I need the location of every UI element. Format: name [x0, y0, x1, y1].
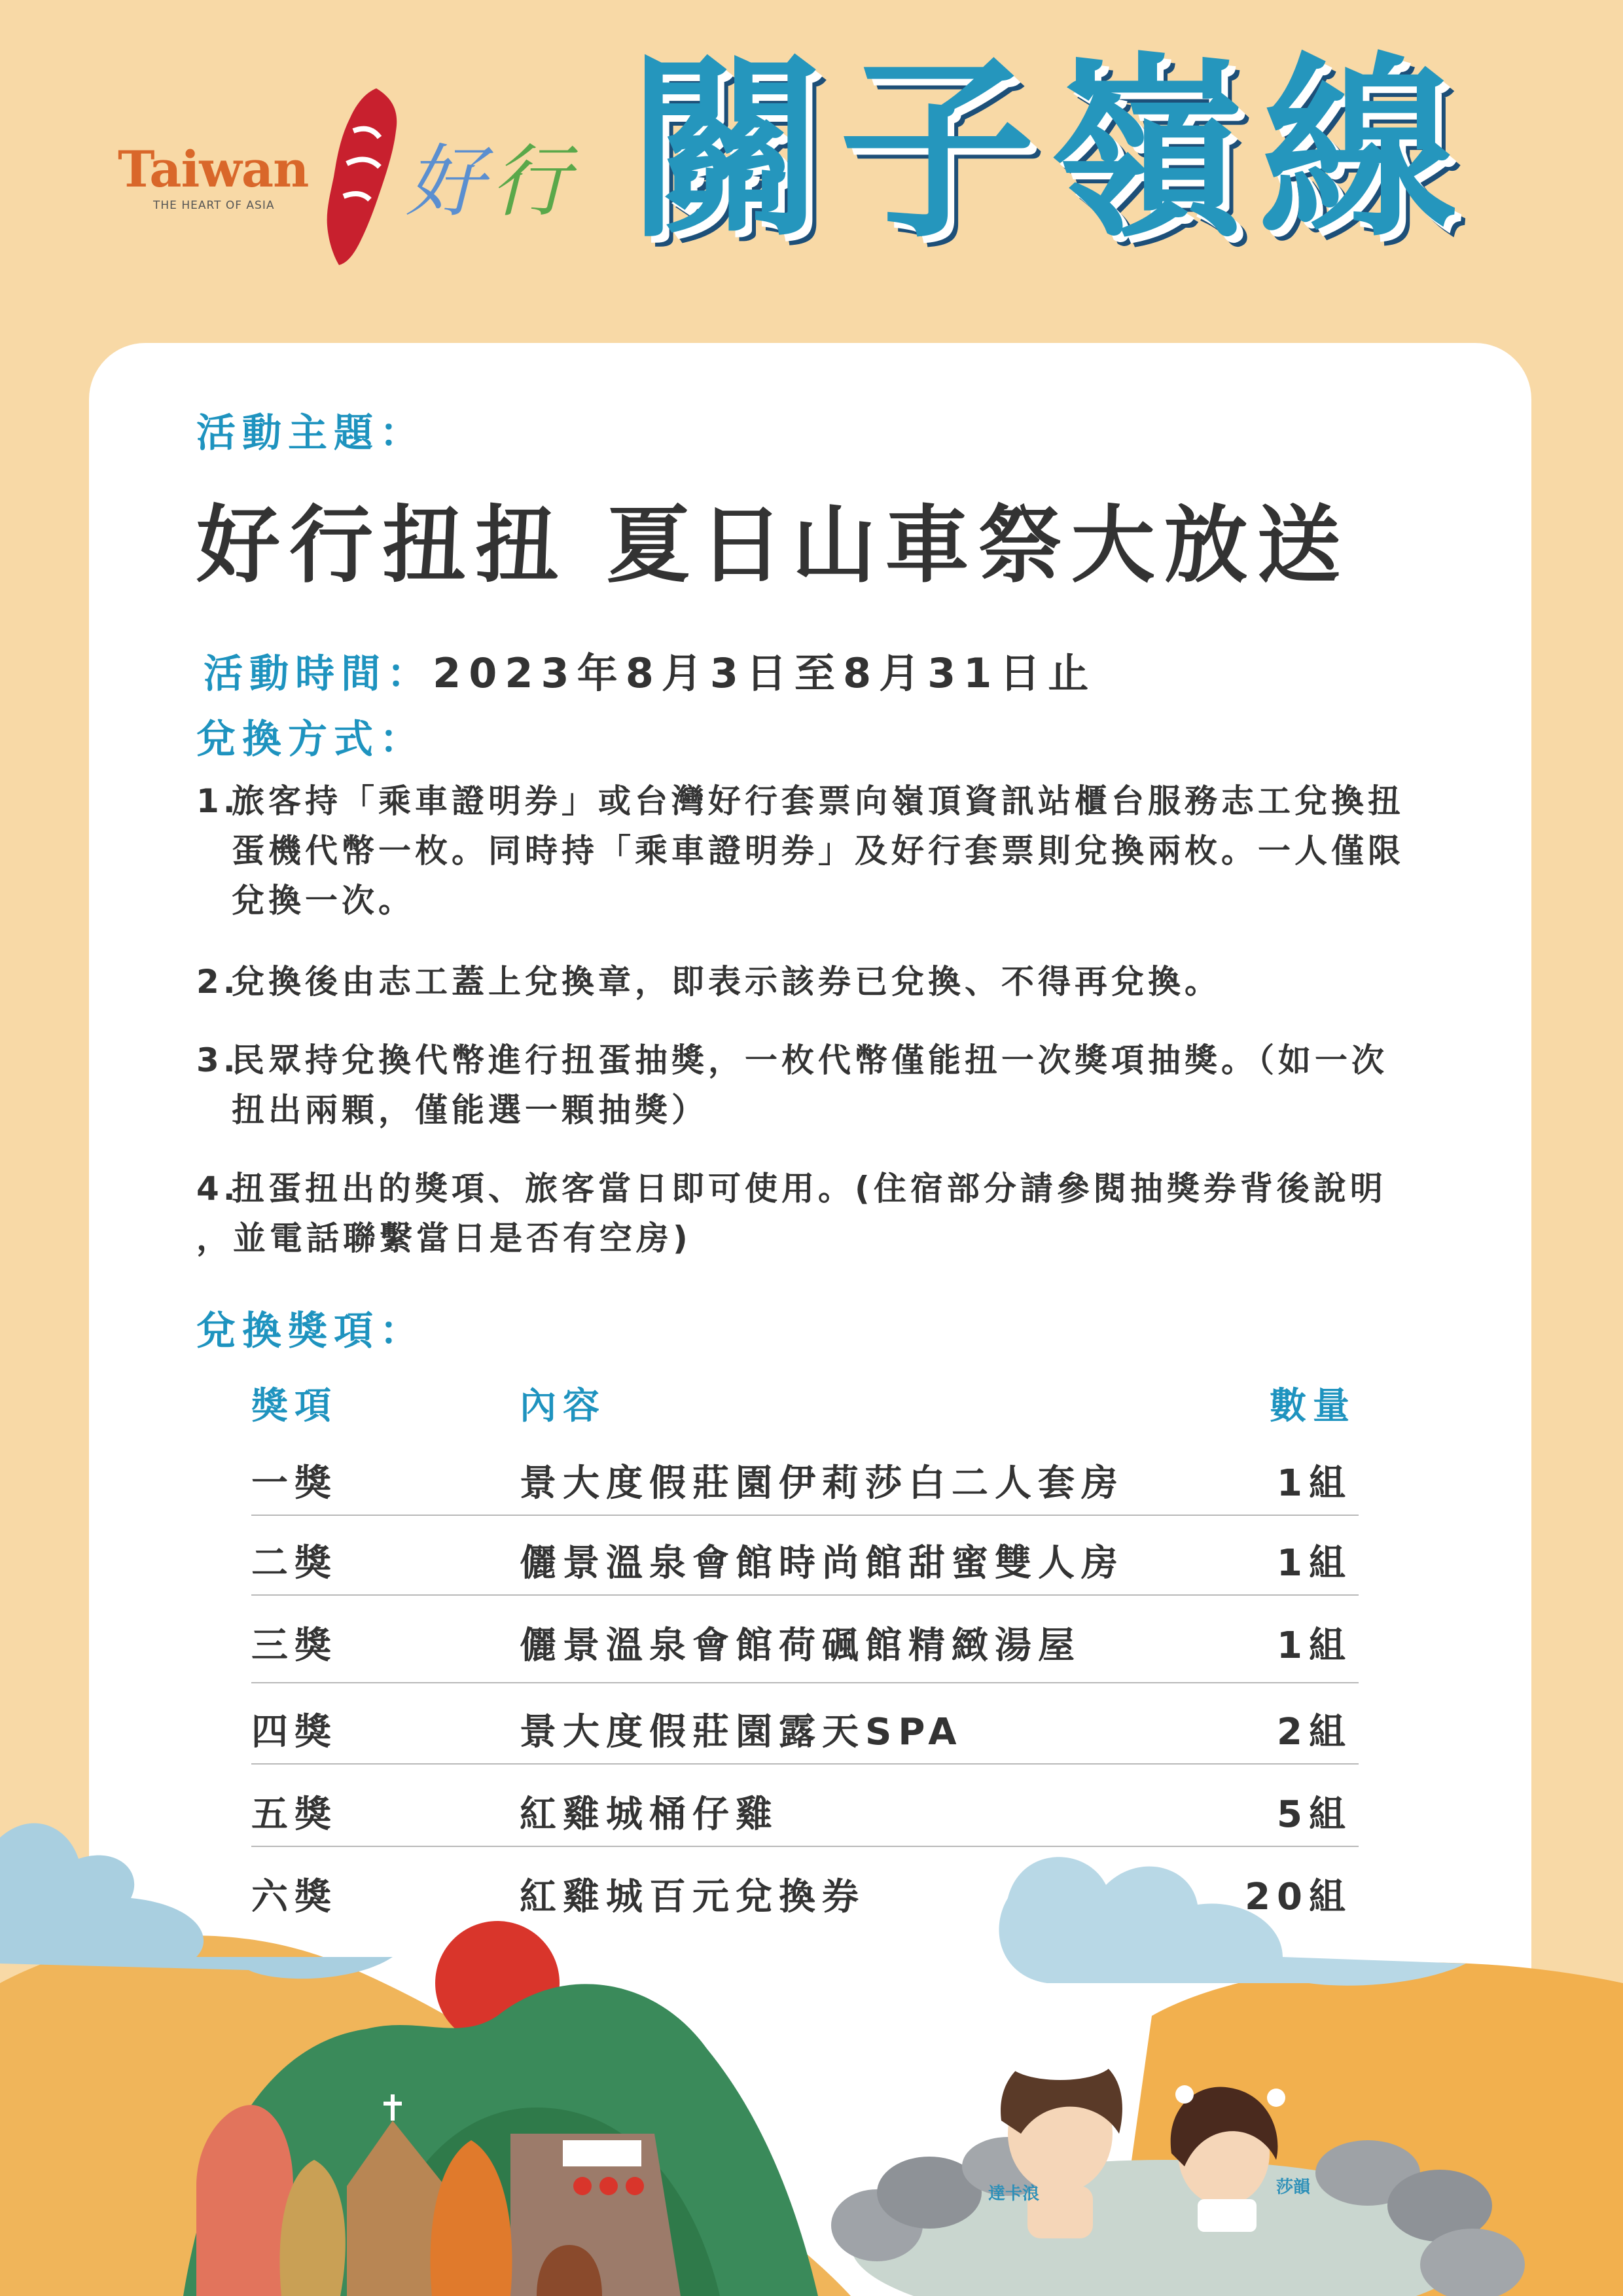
table-header-quantity: 數量: [1270, 1385, 1356, 1427]
content-cell: 景大度假莊園露天SPA: [520, 1711, 963, 1753]
event-theme: 好行扭扭 夏日山車祭大放送: [196, 497, 1350, 594]
content-cell: 儷景溫泉會館時尚館甜蜜雙人房: [520, 1542, 1124, 1585]
rule-item: [196, 1035, 1388, 1135]
cloud-left: [0, 1823, 393, 1979]
taiwan-island-icon: [314, 85, 412, 268]
cloud-right: [999, 1857, 1467, 1986]
taiwan-tourism-logo: [118, 85, 589, 268]
row-divider: [251, 1682, 1359, 1683]
content-cell: 景大度假莊園伊莉莎白二人套房: [520, 1462, 1124, 1505]
prize-cell: 一獎: [251, 1462, 338, 1505]
prize-cell: 二獎: [251, 1542, 338, 1585]
quantity-cell: 1組: [1277, 1462, 1352, 1505]
title-char: 子: [839, 36, 1035, 264]
rule-line: 民眾持兌換代幣進行扭蛋抽獎，一枚代幣僅能扭一次獎項抽獎。（如一次: [232, 1041, 1388, 1079]
rule-number: 3.: [196, 1041, 240, 1079]
tree: [196, 2105, 293, 2296]
content-cell: 儷景溫泉會館荷碸館精緻湯屋: [520, 1624, 1081, 1667]
content-cell: 紅雞城桶仔雞: [520, 1793, 779, 1836]
rule-item: [196, 957, 1221, 1007]
rule-line: 蛋機代幣一枚。同時持「乘車證明券」及好行套票則兌換兩枚。一人僅限: [232, 832, 1404, 870]
landscape-illustration: [0, 1767, 1623, 2296]
method-label: 兌換方式：: [196, 717, 425, 762]
prize-cell: 五獎: [251, 1793, 338, 1836]
row-divider: [251, 1594, 1359, 1596]
rule-number: 4.: [196, 1170, 240, 1208]
quantity-cell: 1組: [1277, 1624, 1352, 1667]
rule-line: 旅客持「乘車證明券」或台灣好行套票向嶺頂資訊站櫃台服務志工兌換扭: [232, 782, 1404, 820]
content-cell: 紅雞城百元兌換券: [520, 1876, 865, 1918]
row-divider: [251, 1763, 1359, 1765]
quantity-cell: 2組: [1277, 1711, 1352, 1753]
table-row: [251, 1600, 1359, 1683]
table-row: [251, 1686, 1359, 1765]
logo-xing-char: 行: [491, 137, 569, 228]
quantity-cell: 5組: [1277, 1793, 1352, 1836]
title-char: 線: [1260, 36, 1457, 264]
rule-item: [196, 1164, 1387, 1263]
prize-cell: 四獎: [251, 1711, 338, 1753]
table-header-content: 內容: [520, 1385, 606, 1427]
quantity-cell: 20組: [1245, 1876, 1352, 1918]
prize-cell: 六獎: [251, 1876, 338, 1918]
time-label: 活動時間：: [204, 651, 433, 697]
page-title: [628, 36, 1471, 314]
logo-wordmark: Taiwan: [118, 140, 309, 198]
title-char: 關: [628, 36, 825, 264]
logo-hao-char: 好: [406, 137, 484, 228]
table-row: [251, 1517, 1359, 1596]
table-header-prize: 獎項: [251, 1385, 338, 1427]
character-label: 達卡浪: [988, 2184, 1040, 2204]
rule-number: 2.: [196, 963, 240, 1001]
theme-label: 活動主題：: [196, 410, 425, 456]
quantity-cell: 1組: [1277, 1542, 1352, 1585]
rule-number: 1.: [196, 782, 240, 820]
prize-cell: 三獎: [251, 1624, 338, 1667]
table-row: [251, 1437, 1359, 1516]
time-value: 2023年8月3日至8月31日止: [433, 649, 1097, 697]
time-row: [196, 628, 1096, 699]
rule-line: 扭出兩顆，僅能選一顆抽獎）: [232, 1091, 708, 1129]
rule-line: 兌換一次。: [232, 882, 415, 920]
rule-item: [196, 776, 1404, 925]
title-char: 嶺: [1050, 36, 1246, 264]
logo-tagline: THE HEART OF ASIA: [153, 199, 275, 212]
rule-line: ，並電話聯繫當日是否有空房): [196, 1219, 692, 1257]
rule-line: 兌換後由志工蓋上兌換章，即表示該券已兌換、不得再兌換。: [232, 963, 1221, 1001]
rule-line: 扭蛋扭出的獎項、旅客當日即可使用。(住宿部分請參閱抽獎券背後說明: [232, 1170, 1387, 1208]
prizes-label: 兌換獎項：: [196, 1308, 425, 1354]
row-divider: [251, 1515, 1359, 1516]
character-label: 莎韻: [1276, 2178, 1311, 2197]
